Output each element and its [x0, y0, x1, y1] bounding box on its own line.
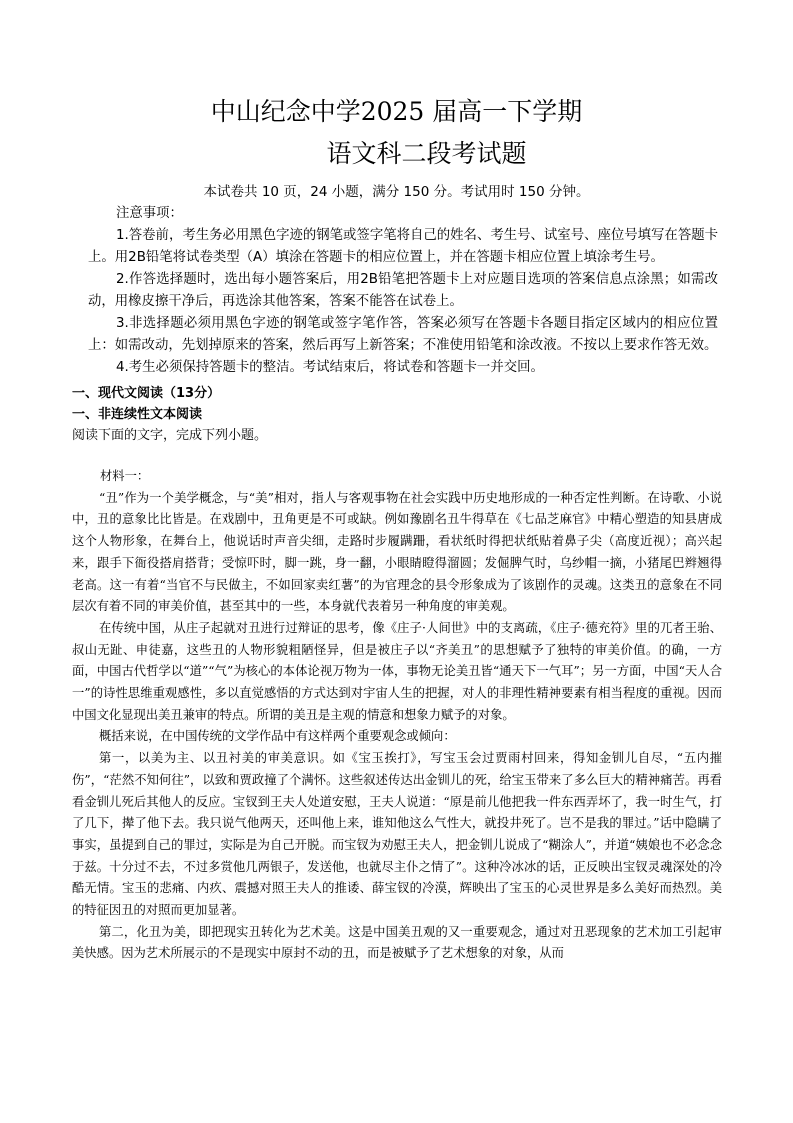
material-paragraph-2: 在传统中国，从庄子起就对丑进行过辩证的思考，像《庄子·人间世》中的支离疏，《庄子·德充符》里的兀者王骀、叔山无趾、申徒嘉，这些丑的人物形貌粗陋怪异，但是被庄子以“齐美丑”的思想赋予了独特的审美价值。的确，一方面，中国古代哲学以“道”“气”为核心的本体论视万物为一体，事物无论美丑皆“通天下一气耳”；另一方面，中国“天人合一”的诗性思维重观感性，多以直觉感悟的方式达到对宇宙人生的把握，对人的非理性精神要素有相当程度的重视。因而中国文化显现出美丑兼审的特点。所谓的美丑是主观的情意和想象力赋予的对象。 [72, 620, 722, 722]
material-paragraph-3: 概括来说，在中国传统的文学作品中有这样两个重要观念或倾向： [99, 729, 456, 744]
section-heading-part1: 一、现代文阅读（13分） [72, 386, 221, 401]
reading-instruction: 阅读下面的文字，完成下列小题。 [72, 428, 268, 443]
notes-item-4: 4.考生必须保持答题卡的整洁。考试结束后，将试卷和答题卡一并交回。 [116, 360, 544, 375]
notes-section [88, 203, 718, 379]
exam-title: 中山纪念中学2025 届高一下学期 [210, 97, 583, 126]
notes-item-3: 3.非选择题必须用黑色字迹的钢笔或签字笔作答，答案必须写在答题卡各题目指定区域内的相应位置上：如需改动，先划掉原来的答案，然后再写上新答案；不准使用铅笔和涂改液。不按以上要求作答无效。 [88, 316, 718, 353]
exam-intro: 本试卷共 10 页，24 小题，满分 150 分。考试用时 150 分钟。 [203, 184, 590, 200]
material-paragraph-4: 第一，以美为主、以丑衬美的审美意识。如《宝玉挨打》，写宝玉会过贾雨村回来，得知金钏儿自尽，“五内摧伤”，“茫然不知何往”，以致和贾政撞了个满怀。这些叙述传达出金钏儿的死，给宝玉带来了多么巨大的精神痛苦。再看看金钏儿死后其他人的反应。宝钗到王夫人处道安慰，王夫人说道：“原是前儿他把我一件东西弄坏了，我一时生气，打了几下，撵了他下去。我只说气他两天，还叫他上来，谁知他这么气性大，就投井死了。岂不是我的罪过。”话中隐瞒了事实，虽提到自己的罪过，实际是为自己开脱。而宝钗为劝慰王夫人，把金钏儿说成了“糊涂人”，并道“姨娘也不必念念于兹。十分过不去，不过多赏他几两银子，发送他，也就尽主仆之情了”。这种冷冰冰的话，正反映出宝钗灵魂深处的冷酷无情。宝玉的悲痛、内疚、震撼对照王夫人的推诿、薛宝钗的冷漠，辉映出了宝玉的心灵世界是多么美好而热烈。美的特征因丑的对照而更加显著。 [72, 751, 722, 918]
section-headings [72, 383, 722, 446]
section-heading-sub: 一、非连续性文本阅读 [72, 407, 203, 422]
material-label: 材料一： [100, 469, 150, 483]
exam-subtitle: 语文科二段考试题 [326, 139, 527, 168]
notes-item-2: 2.作答选择题时，选出每小题答案后，用2B铅笔把答题卡上对应题目选项的答案信息点涂黑；如需改动，用橡皮擦干净后，再选涂其他答案，答案不能答在试卷上。 [88, 272, 718, 309]
notes-heading: 注意事项： [116, 206, 183, 221]
notes-item-1: 1.答卷前，考生务必用黑色字迹的钢笔或签字笔将自己的姓名、考生号、试室号、座位号填写在答题卡上。用2B铅笔将试卷类型（A）填涂在答题卡的相应位置上，并在答题卡相应位置上填涂考生号。 [88, 228, 718, 265]
reading-material [72, 466, 722, 965]
material-paragraph-5: 第二，化丑为美，即把现实丑转化为艺术美。这是中国美丑观的又一重要观念，通过对丑恶现象的艺术加工引起审美快感。因为艺术所展示的不是现实中原封不动的丑，而是被赋予了艺术想象的对象，从而 [72, 924, 722, 961]
material-paragraph-1: “丑”作为一个美学概念，与“美”相对，指人与客观事物在社会实践中历史地形成的一种否定性判断。在诗歌、小说中，丑的意象比比皆是。在戏剧中，丑角更是不可或缺。例如豫剧名丑牛得草在《七品芝麻官》中精心塑造的知县唐成这个人物形象，在舞台上，他说话时声音尖细，走路时步履蹒跚，看状纸时得把状纸贴着鼻子尖（高度近视）；高兴起来，跟手下衙役搭肩搭背；受惊吓时，脚一跳，身一翻，小眼睛瞪得溜圆；发倔脾气时，乌纱帽一摘，小猪尾巴辫翘得老高。这一有着“当官不与民做主，不如回家卖红薯”的为官理念的县令形象成为了该剧作的灵魂。这类丑的意象在不同层次有着不同的审美价值，甚至其中的一些，本身就代表着另一种角度的审美观。 [72, 490, 722, 614]
